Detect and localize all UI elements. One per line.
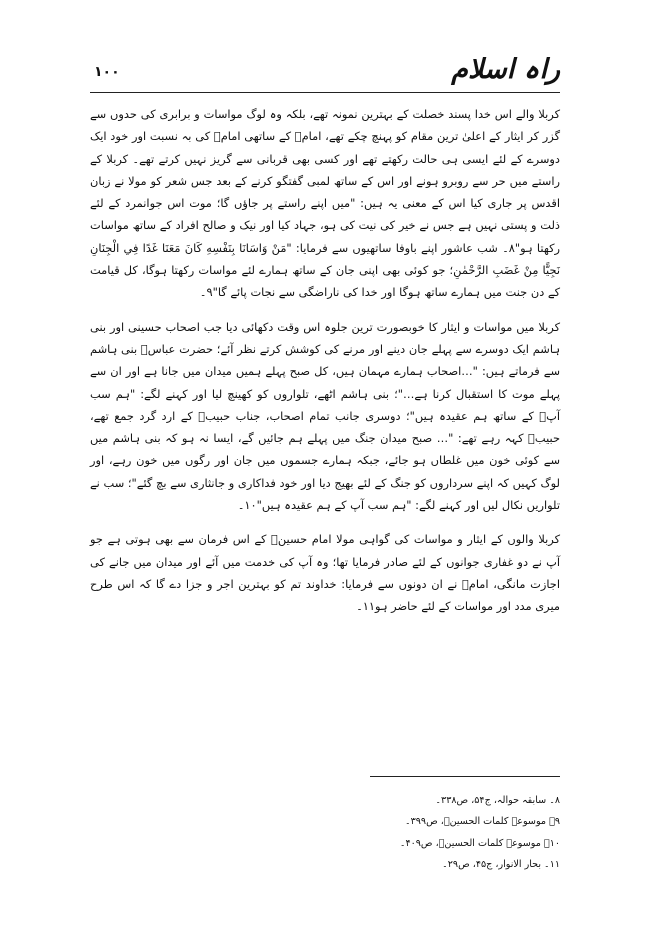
paragraph: کربلا والے اس خدا پسند خصلت کے بہترین نمونہ تھے، بلکہ وہ لوگ مواسات و برابری کی حدوں سے گزر کر ایثار کے اعلیٰ ترین مقام کو پہنچ چکے تھے، امامؑ کے ساتھی امامؑ کی بہ نسبت اور خود ایک دوسرے کے لئے ایسی ہی حالت رکھتے تھے اور کسی بھی قربانی سے گریز نہیں کرتے تھے۔ کربلا کے راستے میں حر سے روبرو ہونے اور اس کے ساتھ لمبی گفتگو کرنے کے بعد جس شعر کو مولا نے زبان اقدس پر جاری کیا اس کے معنی یہ ہیں: "میں اپنے راستے پر جاؤں گا؛ موت اس جوانمرد کے لئے ذلت و پستی نہیں ہے جس نے خیر کی نیت کی ہو، جہاد کیا اور نیک و صالح افراد کے ساتھ مواسات رکھتا ہو"۸۔ شب عاشور اپنے باوفا ساتھیوں سے فرمایا: "مَنْ وَاسَانَا بِنَفْسِهِ كَانَ مَعَنَا غَدًا فِي الْجِنَانِ نَجِيًّا مِنْ غَضَبِ الرَّحْمٰنِ؛ جو کوئی بھی اپنی جان کے ساتھ ہمارے لئے مواسات رکھتا ہوگا، کل قیامت کے دن جنت میں ہمارے ساتھ ہوگا اور خدا کی ناراضگی سے نجات پائے گا"۹۔	[90, 107, 560, 300]
paragraph: کربلا میں مواسات و ایثار کا خوبصورت ترین جلوہ اس وقت دکھائی دیا جب اصحاب حسینی اور بنی ہاشم ایک دوسرے سے پہلے جان دینے اور مرنے کی کوشش کرتے نظر آئے؛ حضرت عباسؑ بنی ہاشم سے فرماتے ہیں: "…اصحاب ہمارے مہمان ہیں، کل صبح پہلے ہمیں میدان میں جانا ہے اور ان سے پہلے موت کا استقبال کرنا ہے…"؛ بنی ہاشم اٹھے، تلواروں کو کھینچ لیا اور کہنے لگے: "ہم سب آپؑ کے ساتھ ہم عقیدہ ہیں"؛ دوسری جانب تمام اصحاب، جناب حبیبؑ کے ارد گرد جمع تھے، حبیبؑ کہہ رہے تھے: "… صبح میدان جنگ میں پہلے ہم جائیں گے، ایسا نہ ہو کہ بنی ہاشم میں سے کوئی خون میں غلطاں ہو جائے، جبکہ ہمارے جسموں میں جان اور رگوں میں خون رہے، اور لوگ کہیں کہ اپنے سرداروں کو جنگ کے لئے بھیج دیا اور خود فداکاری و جانثاری سے بچ گئے"؛ سب نے تلواریں نکال لیں اور کہنے لگے: "ہم سب آپ کے ہم عقیدہ ہیں"۱۰۔	[90, 319, 560, 513]
header-rule	[90, 92, 560, 93]
footnote: ۱۱۔ بحار الانوار، ج۴۵، ص۲۹۔	[442, 859, 560, 871]
footnote: ۱۰۔ موسوعہ کلمات الحسینؑ، ص۴۰۹۔	[399, 837, 560, 849]
page-header	[90, 52, 560, 92]
footnote: ۹۔ موسوعہ کلمات الحسینؑ، ص۳۹۹۔	[404, 816, 560, 828]
main-text	[90, 103, 560, 630]
page-number: ۱۰۰	[94, 64, 120, 80]
running-title: راہ اسلام	[451, 54, 560, 85]
footnotes	[280, 790, 560, 876]
footnote: ۸۔ سابقہ حوالہ، ج۵۴، ص۳۳۸۔	[435, 795, 560, 806]
paragraph: کربلا والوں کے ایثار و مواسات کی گواہی مولا امام حسینؑ کے اس فرمان سے بھی ہوتی ہے جو آپ نے دو غفاری جوانوں کے لئے صادر فرمایا تھا؛ وہ آپ کی خدمت میں آئے اور میدان میں جانے کی اجازت مانگی، امامؑ نے ان دونوں سے فرمایا: خداوند تم کو بہترین اجر و جزا دے گا کہ اس طرح میری مدد اور مواسات کے لئے حاضر ہو۱۱۔	[90, 532, 560, 614]
footnote-divider	[370, 776, 560, 777]
